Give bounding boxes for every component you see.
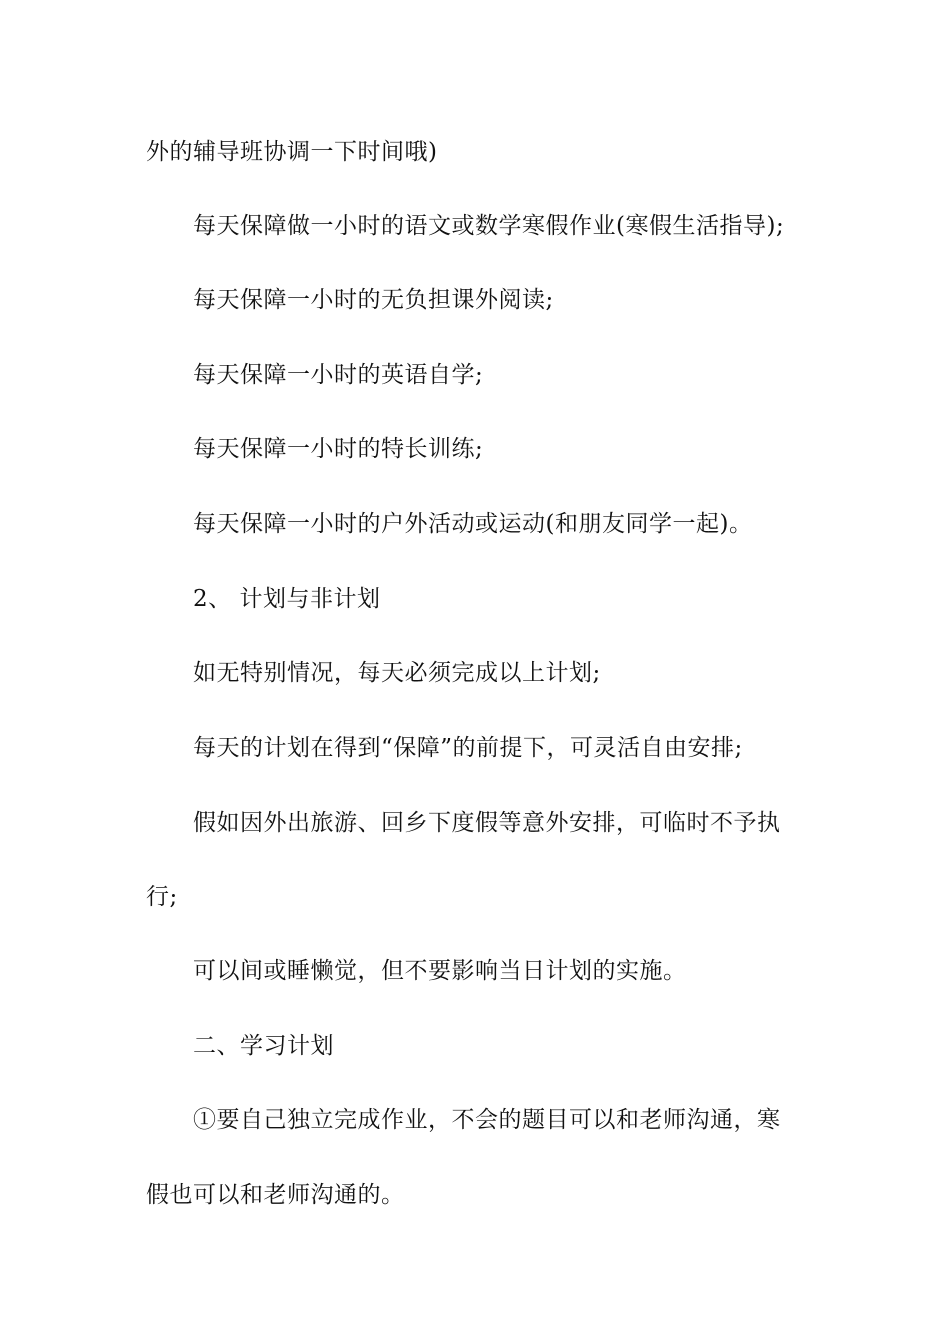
paragraph-line: 每天保障一小时的户外活动或运动(和朋友同学一起)。: [193, 511, 753, 537]
paragraph-line: 可以间或睡懒觉，但不要影响当日计划的实施。: [193, 958, 687, 984]
paragraph-continuation: 外的辅导班协调一下时间哦): [146, 139, 438, 165]
paragraph-line: ①要自己独立完成作业，不会的题目可以和老师沟通，寒: [193, 1107, 781, 1133]
paragraph-line: 每天保障一小时的英语自学;: [193, 362, 484, 388]
paragraph-line: 每天保障一小时的特长训练;: [193, 436, 484, 462]
paragraph-line: 如无特别情况，每天必须完成以上计划;: [193, 660, 601, 686]
section-heading: 二、学习计划: [193, 1033, 334, 1059]
paragraph-line: 每天保障做一小时的语文或数学寒假作业(寒假生活指导);: [193, 213, 785, 239]
paragraph-line: 假如因外出旅游、回乡下度假等意外安排，可临时不予执: [193, 810, 781, 836]
paragraph-continuation: 行;: [146, 884, 178, 910]
section-heading: 2、 计划与非计划: [193, 586, 381, 612]
paragraph-line: 每天保障一小时的无负担课外阅读;: [193, 287, 554, 313]
paragraph-line: 每天的计划在得到“保障”的前提下，可灵活自由安排;: [193, 735, 743, 761]
paragraph-continuation: 假也可以和老师沟通的。: [146, 1182, 405, 1208]
